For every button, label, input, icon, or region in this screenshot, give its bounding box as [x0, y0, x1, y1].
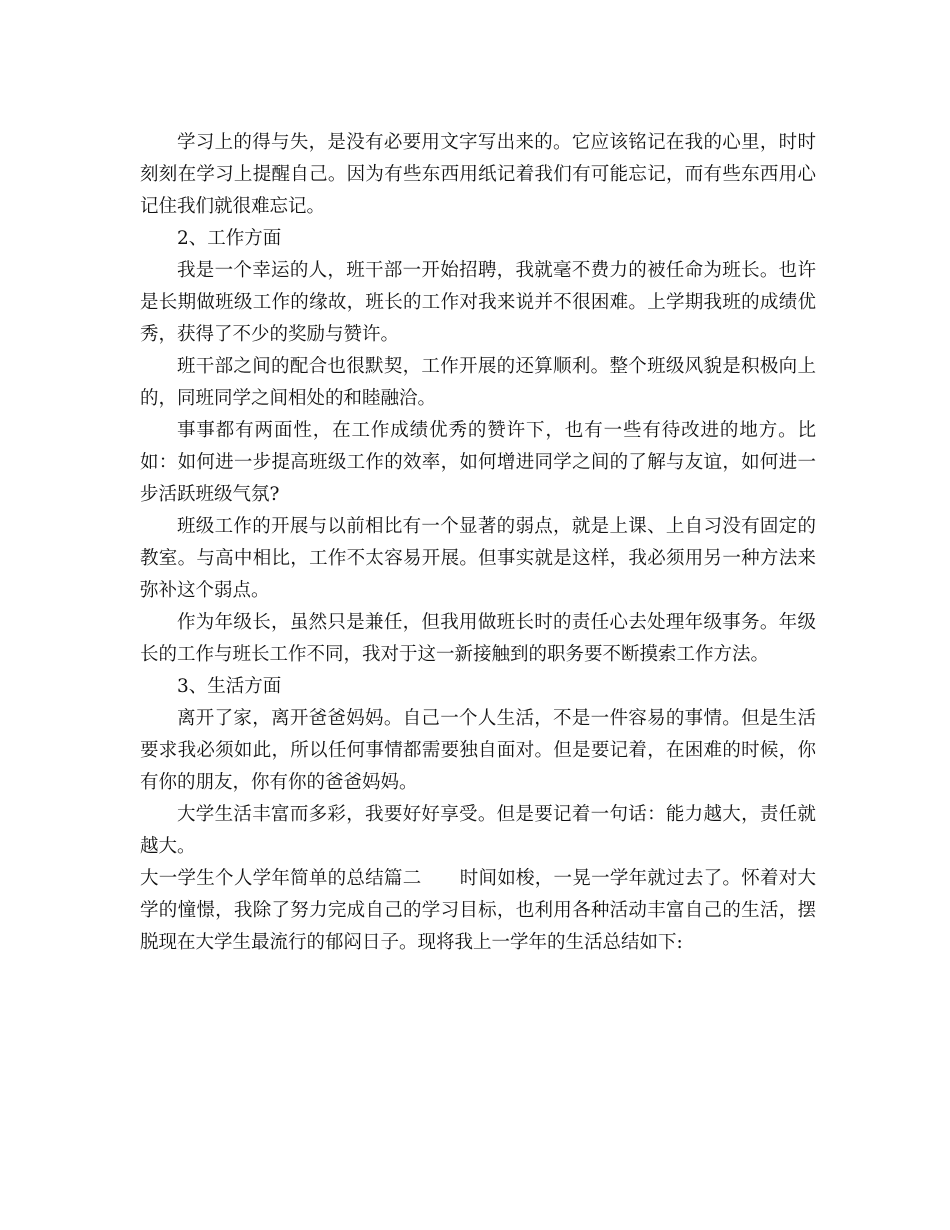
heading-work: 2、工作方面: [177, 228, 282, 249]
paragraph-grade-leader: 作为年级长，虽然只是兼任，但我用做班长时的责任心去处理年级事务。年级长的工作与班长工作不同，我对于这一新接触到的职务要不断摸索工作方法。: [140, 612, 816, 665]
paragraph-cadre-cooperation: 班干部之间的配合也很默契，工作开展的还算顺利。整个班级风貌是积极向上的，同班同学之间相处的和睦融洽。: [140, 356, 816, 409]
section-title: 大一学生个人学年简单的总结篇二: [140, 868, 422, 889]
paragraph-study-reflection: 学习上的得与失，是没有必要用文字写出来的。它应该铭记在我的心里，时时刻刻在学习上提醒自己。因为有些东西用纸记着我们有可能忘记，而有些东西用心记住我们就很难忘记。: [140, 132, 816, 217]
document-body: [140, 127, 816, 959]
paragraph-college-life: 大学生活丰富而多彩，我要好好享受。但是要记着一句话：能力越大，责任就越大。: [140, 804, 816, 857]
paragraph-improvements: 事事都有两面性，在工作成绩优秀的赞许下，也有一些有待改进的地方。比如：如何进一步提高班级工作的效率，如何增进同学之间的了解与友谊，如何进一步活跃班级气氛?: [140, 420, 816, 505]
heading-life: 3、生活方面: [177, 676, 282, 697]
paragraph-class-monitor: 我是一个幸运的人，班干部一开始招聘，我就毫不费力的被任命为班长。也许是长期做班级工作的缘故，班长的工作对我来说并不很困难。上学期我班的成绩优秀，获得了不少的奖励与赞许。: [140, 260, 816, 345]
paragraph-weakness: 班级工作的开展与以前相比有一个显著的弱点，就是上课、上自习没有固定的教室。与高中相比，工作不太容易开展。但事实就是这样，我必须用另一种方法来弥补这个弱点。: [140, 516, 816, 601]
paragraph-section-two: [140, 863, 816, 959]
paragraph-independent-life: 离开了家，离开爸爸妈妈。自己一个人生活，不是一件容易的事情。但是生活要求我必须如此，所以任何事情都需要独自面对。但是要记着，在困难的时候，你有你的朋友，你有你的爸爸妈妈。: [140, 708, 816, 793]
section-intro: 时间如梭，一晃一学年就过去了。怀着对大学的憧憬，我除了努力完成自己的学习目标，也利用各种活动丰富自己的生活，摆脱现在大学生最流行的郁闷日子。现将我上一学年的生活总结如下:: [140, 868, 816, 953]
